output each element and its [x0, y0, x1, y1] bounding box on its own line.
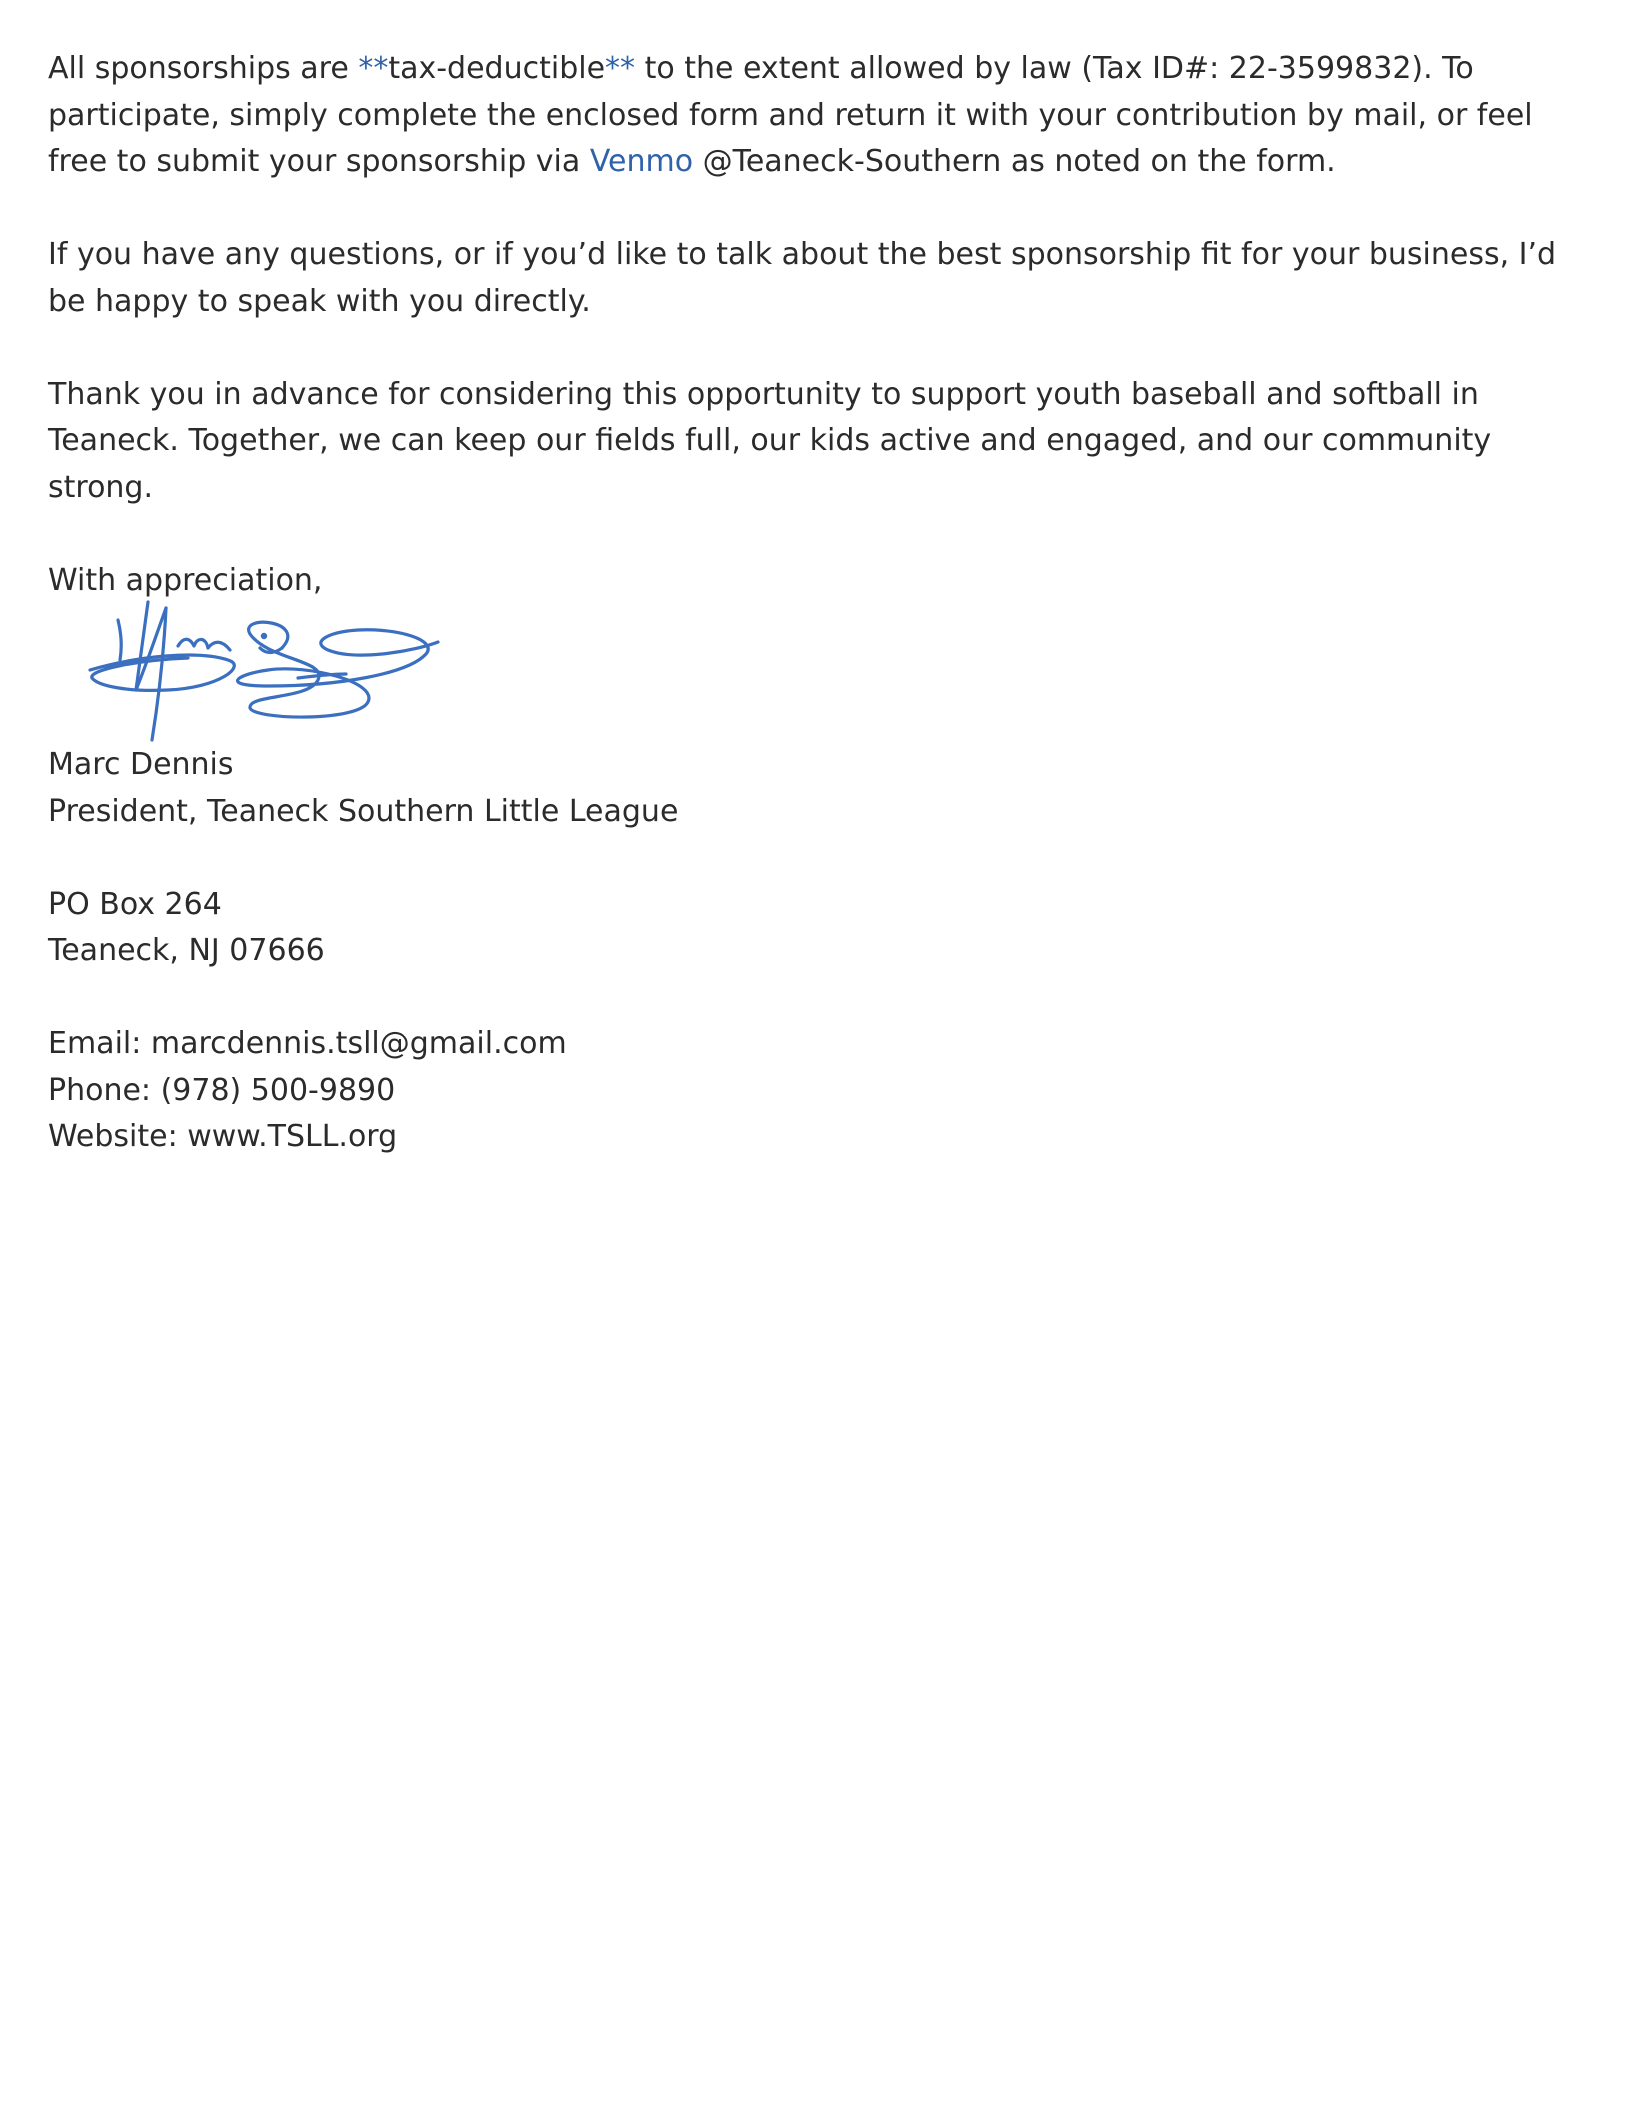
closing-line: With appreciation,: [48, 562, 323, 598]
signer-title: President, Teaneck Southern Little League: [48, 793, 679, 829]
paragraph-tax-deductible: [48, 46, 1593, 186]
signature-area: [48, 604, 568, 742]
signature-icon: [78, 590, 538, 750]
contact-website[interactable]: Website: www.TSLL.org: [48, 1119, 398, 1154]
signature-block: [48, 742, 1593, 835]
paragraph-questions: If you have any questions, or if you’d like to talk about the best sponsorship fit for your business, I’d be happy to speak with you directly.: [48, 237, 1557, 319]
venmo-link[interactable]: Venmo: [589, 144, 694, 179]
signer-name: Marc Dennis: [48, 747, 234, 782]
paragraph1-before: All sponsorships are: [48, 51, 359, 86]
contact-info: [48, 1021, 1593, 1161]
emphasis-marks-close: **: [605, 51, 636, 86]
contact-phone[interactable]: Phone: (978) 500-9890: [48, 1072, 396, 1108]
paragraph1-middle: to the extent allowed by law (Tax ID#: 22-3599832). To participate, simply complete the enclosed form and return it with your contribution by mail, or feel free to submit your sponsorship via: [48, 51, 1533, 179]
address-line-2: Teaneck, NJ 07666: [48, 933, 325, 968]
address-line-1: PO Box 264: [48, 886, 222, 922]
emphasis-marks-open: **: [358, 51, 389, 86]
letter-page: [48, 46, 1593, 1207]
paragraph1-after: @Teaneck-Southern as noted on the form.: [693, 144, 1336, 179]
contact-email[interactable]: Email: marcdennis.tsll@gmail.com: [48, 1026, 567, 1061]
mailing-address: [48, 882, 1593, 975]
emphasis-text: tax-deductible: [388, 51, 606, 86]
paragraph-thank-you: Thank you in advance for considering this opportunity to support youth baseball and softball in Teaneck. Together, we can keep our fields full, our kids active and engaged, and our community strong.: [48, 376, 1492, 505]
